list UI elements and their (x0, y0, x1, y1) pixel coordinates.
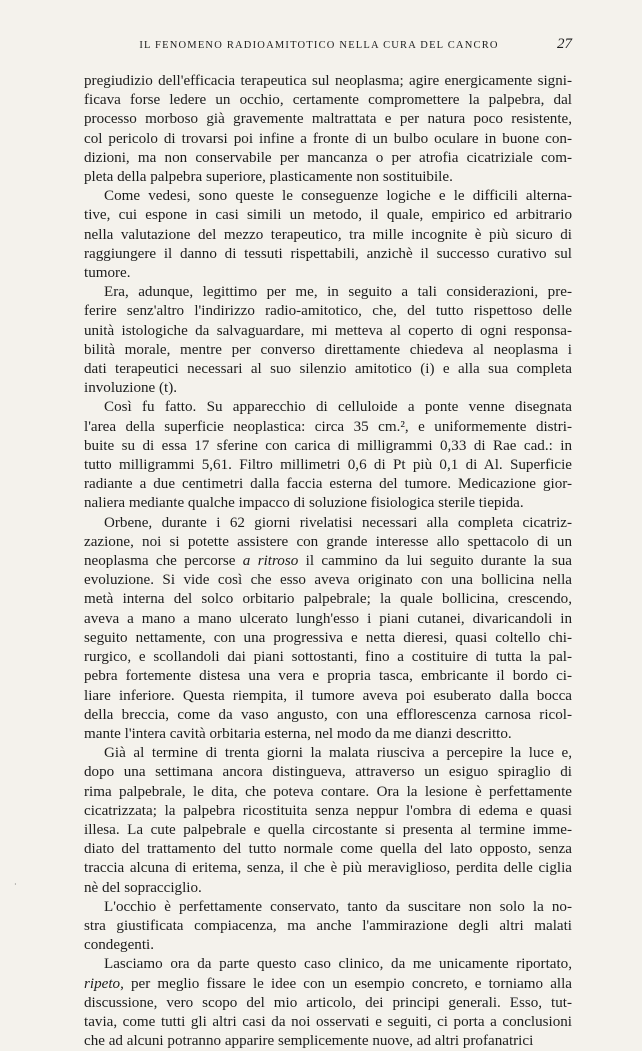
text-line: tavia, come tutti gli altri casi da noi osservati e seguiti, ci porta a conclusioni (84, 1013, 572, 1030)
text-line: Già al termine di trenta giorni la malata riusciva a percepire la luce e, (104, 745, 572, 762)
text-line: aveva a mano a mano ulcerato lungh'esso i piani cutanei, divaricandoli in (84, 610, 572, 627)
text-line: discussione, vero scopo del mio articolo, dei principi generali. Esso, tut- (84, 994, 572, 1011)
text-line: della breccia, come da vaso angusto, con una efflorescenza carnosa ricol- (84, 706, 572, 723)
text-line: raggiungere il danno di tessuti rispettabili, anzichè il successo curativo sul (84, 245, 572, 262)
text-line: condegenti. (84, 937, 154, 954)
text-line: Orbene, durante i 62 giorni rivelatisi necessari alla completa cicatriz- (104, 514, 572, 531)
page-number: 27 (557, 36, 572, 52)
body-text (84, 72, 572, 1051)
text-line: mante l'intera cavità orbitaria esterna, nel modo da me dianzi descritto. (84, 725, 512, 742)
text-line: tumore. (84, 265, 131, 282)
text-line: cicatrizzata; la palpebra ricostituita senza neppur l'ombra di edema e quasi (84, 802, 572, 819)
text-line: unità istologiche da salvaguardare, mi metteva al coperto di ogni responsa- (84, 322, 572, 339)
text-line: pregiudizio dell'efficacia terapeutica sul neoplasma; agire energicamente signi- (84, 73, 572, 89)
text-line: pleta della palpebra superiore, plasticamente non sostituibile. (84, 169, 453, 186)
text-line: l'area della superficie neoplastica: circa 35 cm.², e uniformemente distri- (84, 418, 572, 435)
text-line: dizioni, ma non conservabile per mancanza o per atrofia cicatriziale com- (84, 149, 572, 166)
text-line: che ad alcuni potranno apparire semplicemente nuove, ad altri profanatrici (84, 1033, 534, 1050)
text-line: Era, adunque, legittimo per me, in seguito a tali considerazioni, pre- (104, 284, 572, 301)
text-line: tive, cui espone in casi simili un metodo, il quale, empirico ed arbitrario (84, 207, 572, 224)
text-line: stra giustificata compiacenza, ma anche l'ammirazione degli altri malati (84, 917, 572, 934)
text-line: seguito nettamente, con una progressiva e netta dieresi, quasi coltello chi- (84, 629, 572, 646)
paragraph (84, 744, 572, 898)
text-line: ficava forse ledere un occhio, certamente compromettere la palpebra, dal (84, 92, 572, 109)
text-line: processo morboso già gravemente maltrattata e per natura poco resistente, (84, 111, 572, 128)
text-line: traccia alcuna di eritema, senza, il che è più meraviglioso, perdita delle ciglia (84, 860, 572, 877)
text-line: buite su di essa 17 sferine con carica di milligrammi 0,33 di Rae cad.: in (84, 437, 572, 454)
text-line: pebra fortemente distesa una vera e propria tasca, embricante il bordo ci- (84, 668, 572, 685)
text-line: radiante a due centimetri dalla faccia esterna del tumore. Medicazione gior- (84, 476, 572, 493)
text-line: tutto milligrammi 5,61. Filtro millimetri 0,6 di Pt più 0,1 di Al. Superficie (84, 457, 572, 474)
paragraph (84, 898, 572, 956)
text-line: dati terapeutici necessari al suo silenzio amitotico (i) e alla sua completa (84, 361, 572, 378)
text-line: naliera mediante qualche impacco di soluzione fisiologica sterile tiepida. (84, 495, 524, 512)
text-line: col pericolo di trovarsi poi infine a fronte di un bulbo oculare in buone con- (84, 130, 572, 147)
paragraph (84, 72, 572, 187)
text-line: neoplasma che percorse a ritroso il cammino da lui seguito durante la sua (84, 553, 572, 570)
text-line: dopo una settimana ancora distingueva, attraverso un esiguo spiraglio di (84, 764, 572, 781)
text-line: Così fu fatto. Su apparecchio di celluloide a ponte venne disegnata (104, 399, 572, 416)
text-line: illesa. La cute palpebrale e quella circostante si presenta al termine imme- (84, 821, 572, 838)
text-line: rurgico, e scollandoli dai piani sottostanti, fino a costituire di tutta la pal- (84, 649, 572, 666)
text-line: diato del trattamento del tutto normale come quella del lato opposto, senza (84, 841, 572, 858)
text-line: involuzione (t). (84, 380, 178, 397)
paragraph (84, 187, 572, 283)
text-line: evoluzione. Si vide così che esso aveva originato con una bollicina nella (84, 572, 572, 589)
text-line: nella valutazione del mezzo terapeutico, tra mille incognite è più sicuro di (84, 226, 572, 243)
text-line: ferire senz'altro l'indirizzo radio-amitotico, che, del tutto rispettoso delle (84, 303, 572, 320)
text-line: metà interna del solco orbitario palpebrale; la quale bollicina, crescendo, (84, 591, 572, 608)
text-line: rima palpebrale, le dita, che poteva contare. Ora la lesione è perfettamente (84, 783, 572, 800)
text-line: Come vedesi, sono queste le conseguenze logiche e le difficili alterna- (104, 188, 572, 205)
paragraph (84, 283, 572, 398)
text-line: nè del sopracciglio. (84, 879, 202, 896)
text-line: L'occhio è perfettamente conservato, tanto da suscitare non solo la no- (104, 898, 572, 915)
scan-mark: · (14, 880, 17, 889)
text-line: ripeto, per meglio fissare le idee con un esempio concreto, e torniamo alla (84, 975, 572, 992)
text-line: Lasciamo ora da parte questo caso clinico, da me unicamente riportato, (104, 956, 572, 973)
text-line: liare inferiore. Questa riempita, il tumore aveva poi esuberato dalla bocca (84, 687, 572, 704)
running-header-title: IL FENOMENO RADIOAMITOTICO NELLA CURA DEL CANCRO (139, 40, 499, 51)
text-line: bilità morale, mentre per converso direttamente chiedeva al neoplasma i (84, 341, 572, 358)
paragraph (84, 955, 572, 1051)
paragraph (84, 514, 572, 744)
text-line: zazione, noi si potette assistere con grande interesse allo spettacolo di un (84, 533, 572, 550)
paragraph (84, 398, 572, 513)
